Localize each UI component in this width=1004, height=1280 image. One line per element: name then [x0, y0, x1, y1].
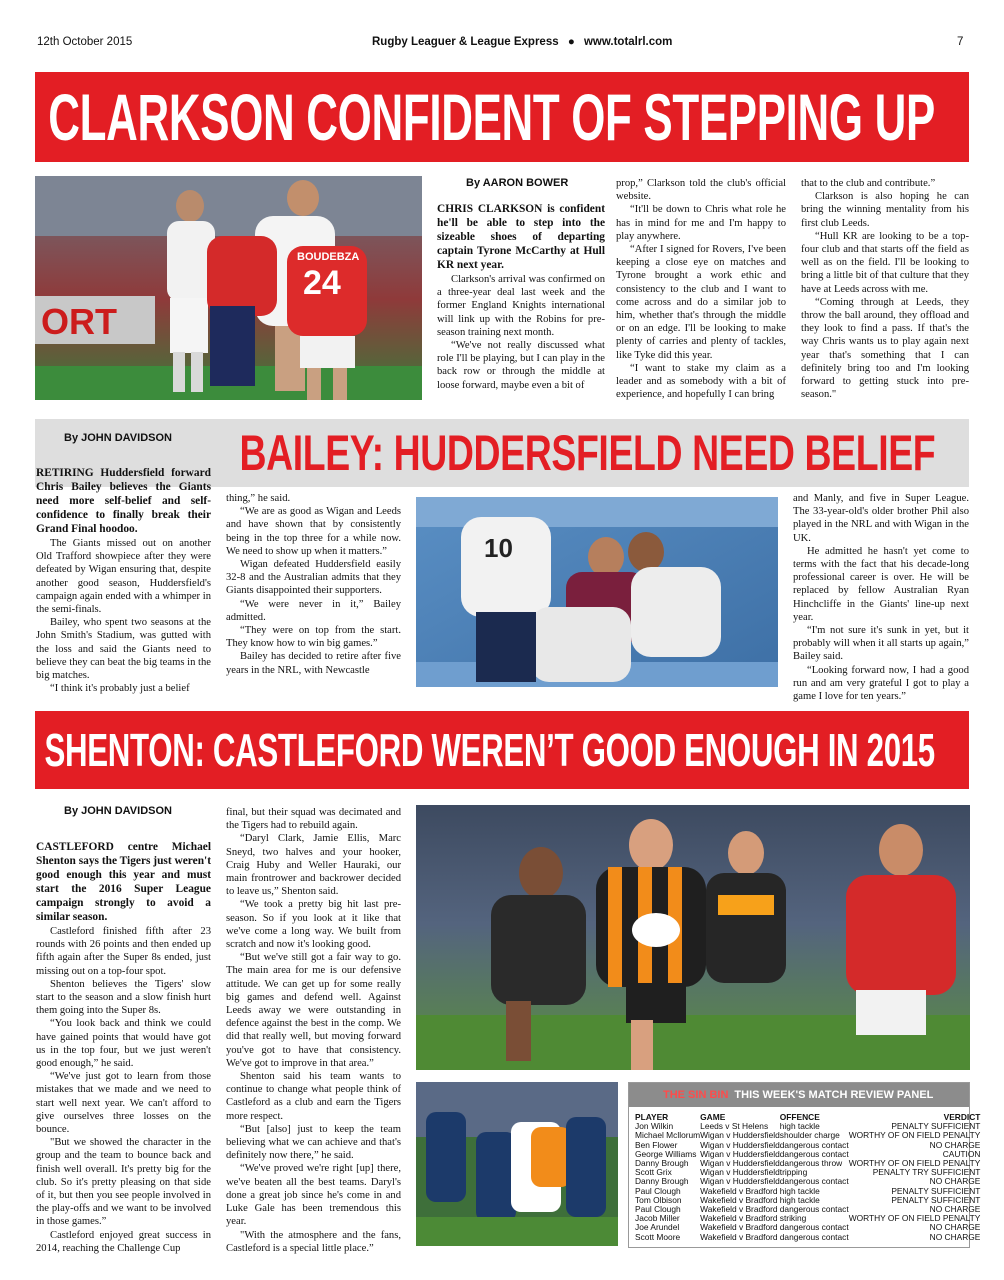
story2-photo-graphic: [416, 497, 778, 687]
story2-paragraph: “I'm not sure it's sunk in yet, but it probably will when it all starts up again,” Bailey said.: [793, 625, 969, 663]
story3-paragraph: “You look back and think we could have gained points that would have got us in the top four, but we just weren't good enough,” he said.: [36, 1018, 211, 1070]
story3-small-photo-graphic: [416, 1082, 618, 1246]
story3-column-1: [36, 840, 211, 1254]
cell-offence: high tackle: [779, 1185, 820, 1196]
story1-headline: CLARKSON CONFIDENT OF STEPPING UP: [48, 80, 935, 154]
cell-verdict: NO CHARGE: [929, 1204, 981, 1215]
cell-game: Wakefield v Bradford: [700, 1222, 778, 1233]
folio-publication: [372, 36, 672, 48]
cell-verdict: PENALTY SUFFICIENT: [891, 1185, 981, 1196]
cell-offence: dangerous contact: [779, 1222, 849, 1233]
cell-verdict: NO CHARGE: [929, 1139, 981, 1150]
cell-offence: dangerous contact: [779, 1204, 849, 1215]
story2-paragraph: “We are as good as Wigan and Leeds and have shown that by consistently being in the top three for a while now. We need to show up when it matters.”: [226, 506, 401, 557]
cell-player: Danny Brough: [635, 1158, 689, 1169]
cell-game: Wigan v Huddersfield: [700, 1158, 780, 1169]
story2-column-2: [226, 492, 401, 694]
cell-verdict: CAUTION: [942, 1148, 981, 1159]
cell-game: Wakefield v Bradford: [700, 1204, 778, 1215]
story3-paragraph: "With the atmosphere and the fans, Castleford is a special little place.”: [226, 1229, 401, 1254]
cell-offence: dangerous throw: [779, 1158, 843, 1169]
story3-headline: SHENTON: CASTLEFORD WEREN’T GOOD ENOUGH IN 2015: [44, 724, 935, 776]
story3-paragraph: Shenton said his team wants to continue to change what people think of Castleford as a club and earn the Tigers more respect.: [226, 1071, 401, 1122]
cell-player: Danny Brough: [635, 1176, 689, 1187]
cell-verdict: PENALTY SUFFICIENT: [891, 1194, 981, 1205]
story3-column-2: [226, 806, 401, 1254]
cell-verdict: NO CHARGE: [929, 1176, 981, 1187]
cell-game: Wakefield v Bradford: [700, 1231, 778, 1242]
story2-photo-jersey-number: 10: [484, 533, 513, 563]
cell-verdict: PENALTY SUFFICIENT: [891, 1121, 981, 1132]
story2-lead: RETIRING Huddersfield forward Chris Bailey believes the Giants need more self-belief and self-confidence to finally break their Grand Final hoodoo.: [36, 467, 211, 535]
story2-photo: [416, 497, 778, 687]
cell-game: Wigan v Huddersfield: [700, 1130, 780, 1141]
story2-paragraph: “Looking forward now, I had a good run and am very grateful I got to play a game I love for ten years.”: [793, 664, 969, 703]
folio-date: 12th October 2015: [37, 36, 133, 48]
cell-offence: striking: [779, 1213, 807, 1224]
story1-paragraph: “It'll be down to Chris what role he has in mind for me and I'm happy to play anywhere.: [616, 204, 786, 242]
story2-paragraph: “They were on top from the start. They know how to win big games.”: [226, 625, 401, 650]
cell-offence: dangerous contact: [779, 1231, 849, 1242]
story1-paragraph: that to the club and contribute.”: [801, 178, 936, 189]
cell-game: Wigan v Huddersfield: [700, 1148, 780, 1159]
cell-offence: dangerous contact: [779, 1148, 849, 1159]
story1-paragraph: “Coming through at Leeds, they throw the ball around, they offload and they look to find a pass. If that's the way Chris wants us to play again next year that's something that I can definitely bring too and I'm looking forward to getting stuck into pre-season.": [801, 296, 969, 401]
sin-bin-rows: [635, 1122, 980, 1242]
story3-paragraph: “But we've still got a fair way to go. The main area for me is our defensive attitude. We can get up for some really big games and defend well. Against Leeds away we were outstanding in defence against the best in the comp. We did that really well, but moving forward you've got to have that consistency. We've got to improve in that area.”: [226, 952, 401, 1069]
story1-paragraph: Clarkson is also hoping he can bring the winning mentality from his first club Leeds.: [801, 191, 969, 229]
story1-headline-banner: [35, 72, 969, 162]
cell-player: Joe Arundel: [635, 1222, 680, 1233]
story3-paragraph: “We took a pretty big hit last pre-season. So if you look at it like that we've come a long way. We built from scratch and now it's looking good.: [226, 899, 401, 951]
story3-paragraph: “Daryl Clark, Jamie Ellis, Marc Sneyd, two halves and your hooker, Craig Huby and Weller Hauraki, our main frontrower and backrower decided to leave us,” Shenton said.: [226, 833, 401, 898]
story3-paragraph: “We've proved we're right [up] there, we've beaten all the best teams. Daryl's done a great job since he's come in and Luke Gale has been tremendous this year.: [226, 1163, 401, 1228]
story3-main-photo-graphic: [416, 805, 970, 1070]
folio-website[interactable]: www.totalrl.com: [583, 36, 673, 48]
sin-bin-table: [635, 1113, 980, 1242]
story1-paragraph: Clarkson's arrival was confirmed on a three-year deal last week and the former England Knights international will link up with the Robins for pre-season training next month.: [437, 274, 605, 338]
cell-player: Michael Mcllorum: [635, 1130, 701, 1141]
story3-headline-banner: [35, 711, 969, 789]
cell-verdict: PENALTY TRY SUFFICIENT: [872, 1167, 981, 1178]
cell-offence: shoulder charge: [779, 1130, 840, 1141]
cell-offence: dangerous contact: [779, 1176, 849, 1187]
column-header-player: PLAYER: [635, 1112, 669, 1122]
sin-bin-subtitle: THIS WEEK'S MATCH REVIEW PANEL: [734, 1089, 934, 1101]
cell-player: Jon Wilkin: [635, 1121, 674, 1132]
story2-column-1: [36, 466, 211, 694]
cell-verdict: WORTHY OF ON FIELD PENALTY: [848, 1158, 981, 1169]
story1-byline: By AARON BOWER: [466, 177, 569, 189]
cell-offence: dangerous contact: [779, 1139, 849, 1150]
column-header-game: GAME: [700, 1112, 726, 1122]
cell-game: Wigan v Huddersfield: [700, 1167, 780, 1178]
story2-column-3: [793, 492, 969, 703]
story1-paragraph: “I want to stake my claim as a leader and as somebody with a bit of experience, and hopefully I can bring: [616, 362, 786, 401]
cell-verdict: WORTHY OF ON FIELD PENALTY: [848, 1130, 981, 1141]
story1-paragraph: “Hull KR are looking to be a top-four club and that starts off the field as well as on the field. I'll be looking to bring a little bit of that culture that they have at Leeds across with me.: [801, 230, 969, 295]
folio-page-number: 7: [957, 36, 964, 48]
story3-paragraph: final, but their squad was decimated and the Tigers had to rebuild again.: [226, 807, 401, 832]
story1-photo-jersey-number: 24: [303, 264, 341, 302]
cell-verdict: NO CHARGE: [929, 1222, 981, 1233]
story1-photo-jersey-name: BOUDEBZA: [297, 251, 360, 263]
cell-game: Wakefield v Bradford: [700, 1194, 778, 1205]
story1-column-2: [616, 177, 786, 402]
story3-paragraph: "But we showed the character in the group and the team to bounce back and finish well overall. It's pretty big for the club. So it's pretty pleasing on that side of it, but then you see people involved in the play-offs and we want to be involved in those games.”: [36, 1137, 211, 1228]
story3-paragraph: “We've just got to learn from those mistakes that we made and we need to start well next year. We can't afford to give ourselves three losses on the bounce.: [36, 1071, 211, 1136]
cell-game: Leeds v St Helens: [700, 1121, 769, 1132]
cell-player: George Williams: [635, 1148, 697, 1159]
sin-bin-title: THE SIN BIN: [663, 1089, 729, 1101]
story2-byline: By JOHN DAVIDSON: [64, 432, 172, 444]
story3-lead: CASTLEFORD centre Michael Shenton says the Tigers just weren't good enough this year and must start the 2016 Super League campaign strongly to avoid a similar season.: [36, 841, 211, 923]
story2-paragraph: Wigan defeated Huddersfield easily 32-8 and the Australian admits that they Giants disappointed their supporters.: [226, 559, 401, 597]
sin-bin-header: [629, 1083, 969, 1107]
sin-bin-panel: [628, 1082, 981, 1248]
folio-bullet: ●: [567, 36, 575, 48]
cell-player: Jacob Miller: [635, 1213, 680, 1224]
story2-paragraph: and Manly, and five in Super League. The 33-year-old's older brother Phil also played in the NRL and with Wigan in the UK.: [793, 493, 969, 544]
story1-paragraph: prop,” Clarkson told the club's official website.: [616, 178, 786, 203]
cell-player: Tom Olbison: [635, 1194, 682, 1205]
story3-paragraph: Shenton believes the Tigers' slow start to the season and a slow finish hurt them going into the Super 8s.: [36, 978, 211, 1017]
cell-player: Ben Flower: [635, 1139, 678, 1150]
story2-paragraph: thing,” he said.: [226, 493, 291, 504]
story2-paragraph: Bailey, who spent two seasons at the John Smith's Stadium, was gutted with the loss and said the Giants need to believe they can beat the big teams in the big matches.: [36, 617, 211, 682]
cell-player: Scott Moore: [635, 1231, 681, 1242]
cell-game: Wakefield v Bradford: [700, 1213, 778, 1224]
cell-verdict: WORTHY OF ON FIELD PENALTY: [848, 1213, 981, 1224]
cell-offence: high tackle: [779, 1194, 820, 1205]
cell-player: Scott Grix: [635, 1167, 672, 1178]
story2-paragraph: “I think it's probably just a belief: [50, 683, 190, 695]
story1-column-3: [801, 177, 969, 402]
cell-game: Wakefield v Bradford: [700, 1185, 778, 1196]
cell-game: Wigan v Huddersfield: [700, 1139, 780, 1150]
table-row: [635, 1233, 980, 1242]
column-header-offence: OFFENCE: [779, 1112, 820, 1122]
story3-paragraph: Castleford enjoyed great success in 2014, reaching the Challenge Cup: [36, 1229, 211, 1254]
cell-verdict: NO CHARGE: [929, 1231, 981, 1242]
story2-paragraph: He admitted he hasn't yet come to terms with the fact that his decade-long professional career is over. He will be replaced by fellow Australian Ryan Hinchcliffe in the Giants' line-up next year.: [793, 545, 969, 623]
story1-lead: CHRIS CLARKSON is confident he'll be able to step into the sizeable shoes of departing captain Tyrone McCarthy at Hull KR next year.: [437, 203, 605, 271]
cell-player: Paul Clough: [635, 1204, 681, 1215]
story2-headline-banner: [226, 419, 969, 487]
story2-paragraph: The Giants missed out on another Old Trafford showpiece after they were defeated by Wigan ensuring that, despite another good season, Huddersfield's campaign again ended with a whimper in the semi-finals.: [36, 538, 211, 616]
story3-main-photo: [416, 805, 970, 1070]
story1-paragraph: “We've not really discussed what role I'll be playing, but I can play in the back row or through the middle at loose forward, maybe even a bit of: [437, 340, 605, 391]
story1-photo-graphic: [35, 176, 422, 400]
story1-photo: [35, 176, 422, 400]
story3-paragraph: “But [also] just to keep the team believing what we can achieve and that's definitely now there,” he said.: [226, 1123, 401, 1162]
story3-paragraph: Castleford finished fifth after 23 rounds with 26 points and then ended up fifth again after the Super 8s ended, just missing out on a top-four spot.: [36, 926, 211, 977]
column-header-verdict: VERDICT: [943, 1112, 981, 1122]
story3-small-photo: [416, 1082, 618, 1246]
cell-offence: high tackle: [779, 1121, 820, 1132]
story2-paragraph: “We were never in it,” Bailey admitted.: [226, 598, 401, 623]
story2-headline: BAILEY: HUDDERSFIELD NEED BELIEF: [239, 425, 936, 481]
cell-offence: tripping: [779, 1167, 808, 1178]
story1-paragraph: “After I signed for Rovers, I've been keeping a close eye on matches and Tyrone brought a work ethic and consistency to the club and I want to come across and do a similar job to him, whether that's through the middle or on an edge. I'll be looking to make plenty of carries and plenty of tackles, like Tyke did this year.: [616, 244, 786, 361]
story2-paragraph: Bailey has decided to retire after five years in the NRL, with Newcastle: [226, 651, 401, 676]
cell-player: Paul Clough: [635, 1185, 681, 1196]
cell-game: Wigan v Huddersfield: [700, 1176, 780, 1187]
svg-text:ORT: ORT: [41, 301, 117, 342]
story3-byline: By JOHN DAVIDSON: [64, 805, 172, 817]
folio-publication-name: Rugby Leaguer & League Express: [372, 36, 559, 48]
story1-column-1: [437, 202, 605, 402]
